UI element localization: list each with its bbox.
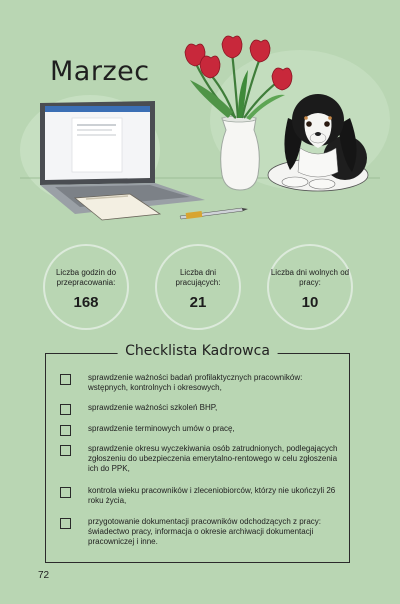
checkbox[interactable]	[60, 487, 71, 498]
checkbox[interactable]	[60, 404, 71, 415]
checkbox[interactable]	[60, 425, 71, 436]
pen-icon	[180, 208, 248, 219]
checklist-item[interactable]	[60, 517, 339, 549]
checklist-item-text: kontrola wieku pracowników i zleceniobiorców, którzy nie ukończyli 26 roku życia,	[88, 486, 336, 506]
vase-icon	[221, 116, 260, 190]
checklist-title: Checklista Kadrowca	[117, 343, 278, 359]
checklist-item[interactable]	[60, 444, 339, 476]
checklist-item[interactable]	[60, 373, 339, 395]
checklist-item-text: sprawdzenie ważności badań profilaktycznych pracowników: wstępnych, kontrolnych i okresowych,	[88, 373, 303, 393]
stat-label: Liczba godzin do przepracowania:	[55, 268, 117, 287]
stat-working-days	[155, 244, 241, 330]
page-number: 72	[38, 570, 50, 581]
stat-value: 21	[189, 294, 207, 311]
checklist-item[interactable]	[60, 424, 339, 436]
checkbox[interactable]	[60, 518, 71, 529]
month-title: Marzec	[50, 56, 150, 87]
checklist-item-text: sprawdzenie okresu wyczekiwania osób zatrudnionych, podlegających zgłoszeniu do ubezpieczenia emerytalno-rentowego w celu zgłoszenia ich do PPK,	[88, 444, 338, 474]
checklist-item-text: przygotowanie dokumentacji pracowników odchodzących z pracy: świadectwo pracy, informacja o okresie archiwacji dokumentacji pracowniczej i inne.	[88, 517, 322, 547]
stat-value: 168	[73, 294, 99, 311]
checklist-item-text: sprawdzenie ważności szkoleń BHP,	[88, 403, 218, 412]
stat-working-hours	[43, 244, 129, 330]
checkbox[interactable]	[60, 445, 71, 456]
checklist-item[interactable]	[60, 486, 339, 508]
stat-value: 10	[301, 294, 319, 311]
checkbox[interactable]	[60, 374, 71, 385]
stat-label: Liczba dni pracujących:	[175, 268, 221, 287]
checklist-item-text: sprawdzenie terminowych umów o pracę,	[88, 424, 235, 433]
desk-illustration	[0, 0, 400, 240]
stat-days-off	[267, 244, 353, 330]
stat-label: Liczba dni wolnych od pracy:	[270, 268, 350, 287]
checklist-item[interactable]	[60, 403, 339, 415]
checklist-box	[45, 343, 350, 563]
